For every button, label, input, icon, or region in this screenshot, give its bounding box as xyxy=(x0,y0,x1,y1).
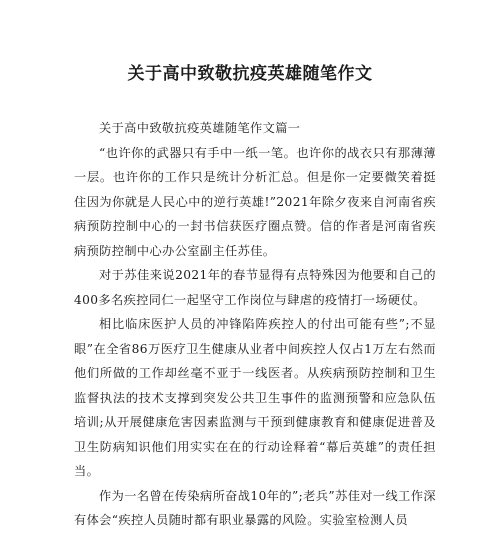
body-paragraph: “也许你的武器只有手中一纸一笔。也许你的战衣只有那薄薄一层。也许你的工作只是统计分析汇总。但是你一定要微笑着挺住因为你就是人民心中的逆行英雄!”2021年除夕夜来自河南省疾病预防控制中心的一封书信获医疗圈点赞。信的作者是河南省疾病预防控制中心办公室副主任苏佳。 xyxy=(74,145,436,258)
section-heading: 关于高中致敬抗疫英雄随笔作文篇一 xyxy=(99,121,301,135)
body-paragraph: 作为一名曾在传染病所奋战10年的”;老兵”苏佳对一线工作深有体会“疾控人员随时都有职业暴露的风险。实验室检测人员 xyxy=(74,488,436,527)
document-title: 关于高中致敬抗疫英雄随笔作文 xyxy=(127,64,373,84)
body-paragraph: 相比临床医护人员的冲锋陷阵疾控人的付出可能有些”;不显眼”在全省86万医疗卫生健康从业者中间疾控人仅占1万左右然而他们所做的工作却丝毫不亚于一线医者。从疾病预防控制和卫生监督执法的技术支撑到突发公共卫生事件的监测预警和应急队伍培训;从开展健康危害因素监测与干预到健康教育和健康促进普及卫生防病知识他们用实实在在的行动诠释着“幕后英雄”的责任担当。 xyxy=(74,317,436,478)
body-paragraph: 对于苏佳来说2021年的春节显得有点特殊因为他要和自己的400多名疾控同仁一起坚守工作岗位与肆虐的疫情打一场硬仗。 xyxy=(74,268,436,307)
document-body xyxy=(74,116,436,533)
